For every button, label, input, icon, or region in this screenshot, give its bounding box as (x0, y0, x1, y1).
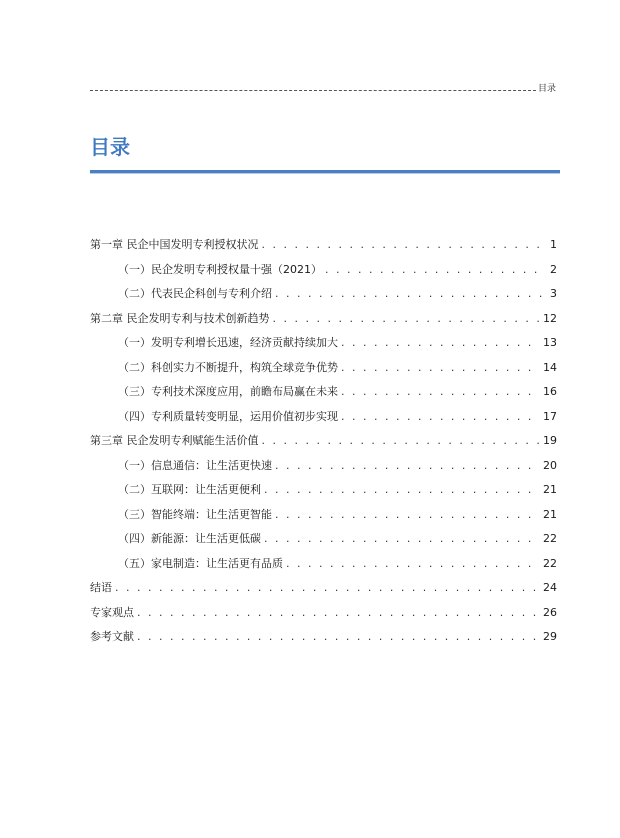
toc-entry-title: 结语 (90, 581, 112, 594)
toc-entry-title: （二）代表民企科创与专利介绍 (118, 287, 272, 300)
toc-entry-title: 专家观点 (90, 605, 134, 619)
toc-entry[interactable] (90, 553, 557, 578)
toc-entry-page: 22 (543, 532, 557, 545)
toc-entry[interactable] (90, 602, 557, 627)
toc-heading: 目录 (90, 135, 130, 159)
toc-entry-page: 22 (543, 556, 557, 570)
dot-leader (341, 381, 540, 403)
toc-entry-title: （三）专利技术深度应用，前瞻布局赢在未来 (118, 385, 338, 398)
toc-entry-page: 2 (550, 262, 557, 276)
toc-entry-title: （三）智能终端：让生活更智能 (118, 507, 272, 521)
header-text: 目录 (537, 84, 556, 94)
toc-entry-page: 21 (543, 507, 557, 521)
toc-entry[interactable] (90, 479, 557, 504)
toc-entry[interactable] (90, 259, 557, 284)
dot-leader (341, 406, 540, 428)
toc-entry-page: 24 (543, 581, 557, 594)
toc-entry-title: （一）发明专利增长迅速，经济贡献持续加大 (118, 336, 338, 349)
toc-entry[interactable] (90, 577, 557, 602)
dot-leader (264, 528, 540, 550)
toc-entry-page: 26 (543, 605, 557, 619)
toc-entry[interactable] (90, 283, 557, 308)
toc-entry-title: （二）互联网：让生活更便利 (118, 483, 261, 496)
dot-leader (325, 259, 544, 281)
toc-entry-page: 13 (543, 336, 557, 349)
toc-entry-page: 16 (543, 385, 557, 398)
toc-entry-page: 12 (543, 311, 557, 325)
dot-leader (341, 332, 540, 354)
dot-leader (275, 504, 540, 526)
running-header (90, 81, 556, 95)
dot-leader (341, 357, 540, 379)
toc-entry[interactable] (90, 455, 557, 480)
toc-entry[interactable] (90, 528, 557, 553)
dot-leader (137, 602, 540, 624)
dot-leader (262, 234, 545, 256)
toc-entry-title: （一）信息通信：让生活更快速 (118, 458, 272, 472)
dot-leader (115, 577, 540, 599)
dot-leader (275, 455, 540, 477)
toc-entry-title: （二）科创实力不断提升，构筑全球竞争优势 (118, 360, 338, 374)
dot-leader (286, 553, 540, 575)
dot-leader (137, 626, 540, 648)
toc-entry-title: （四）专利质量转变明显，运用价值初步实现 (118, 409, 338, 423)
toc-entry[interactable] (90, 406, 557, 431)
toc-entry-page: 3 (550, 287, 557, 300)
toc-entry-page: 21 (543, 483, 557, 496)
toc-entry[interactable] (90, 504, 557, 529)
dot-leader (264, 479, 540, 501)
toc-entry[interactable] (90, 357, 557, 382)
toc-entry-title: 第一章 民企中国发明专利授权状况 (90, 238, 259, 251)
toc-entry-title: （五）家电制造：让生活更有品质 (118, 556, 283, 570)
toc-entry-page: 29 (543, 630, 557, 643)
toc-entry-title: 第三章 民企发明专利赋能生活价值 (90, 434, 259, 447)
toc-entry-title: （一）民企发明专利授权量十强（2021） (118, 262, 322, 276)
toc-list (90, 234, 557, 651)
dot-leader (262, 430, 541, 452)
toc-entry-title: 参考文献 (90, 630, 134, 643)
toc-entry[interactable] (90, 381, 557, 406)
toc-entry[interactable] (90, 626, 557, 651)
toc-entry-page: 20 (543, 458, 557, 472)
dot-leader (275, 283, 544, 305)
toc-entry[interactable] (90, 332, 557, 357)
toc-entry-page: 14 (543, 360, 557, 374)
dot-leader (273, 308, 541, 330)
toc-entry-page: 19 (543, 434, 557, 447)
toc-entry[interactable] (90, 430, 557, 455)
toc-entry[interactable] (90, 234, 557, 259)
toc-entry-page: 1 (550, 238, 557, 251)
toc-entry-title: 第二章 民企发明专利与技术创新趋势 (90, 311, 270, 325)
heading-underline (90, 170, 560, 173)
toc-entry-page: 17 (543, 409, 557, 423)
header-dashed-rule (90, 90, 536, 91)
toc-entry[interactable] (90, 308, 557, 333)
toc-entry-title: （四）新能源：让生活更低碳 (118, 532, 261, 545)
